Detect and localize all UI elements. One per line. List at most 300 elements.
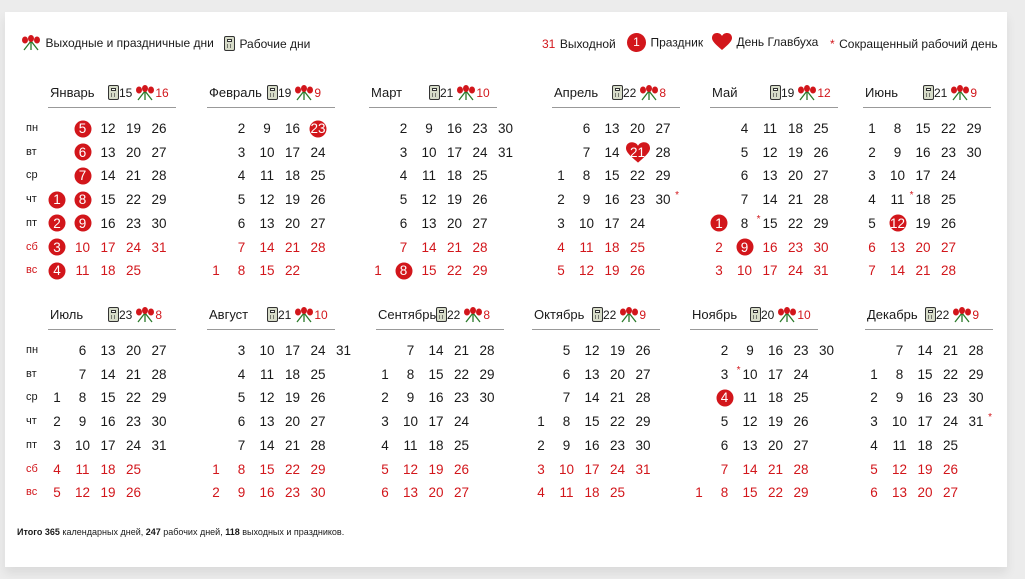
day-cell (70, 339, 96, 362)
day-cell (391, 141, 417, 164)
day-cell (554, 481, 580, 504)
day-cell (95, 481, 121, 504)
day-number: 2 (557, 192, 565, 208)
day-number: 6 (78, 343, 87, 358)
total-d: рабочих дней, (160, 527, 226, 537)
day-cell (121, 164, 147, 187)
tulip-icon (294, 85, 314, 101)
day-number: 17 (446, 144, 463, 160)
legend-workdays (224, 35, 310, 53)
day-number: 10 (742, 366, 758, 382)
day-cell (95, 141, 121, 164)
day-number: 14 (421, 239, 437, 255)
day-cell (474, 339, 500, 362)
month-rule (552, 107, 680, 108)
day-cell (305, 339, 331, 362)
day-cell (605, 458, 631, 481)
total-a: Итого 365 (17, 527, 60, 537)
legend-short (830, 35, 998, 53)
weekday-label: сб (26, 240, 38, 253)
day-cell (146, 386, 172, 409)
day-number: 30 (655, 192, 671, 208)
day-cell (630, 410, 656, 433)
day-cell (910, 236, 936, 259)
day-number: 27 (310, 414, 326, 430)
day-number: 5 (399, 192, 408, 208)
day-cell (398, 339, 424, 362)
day-cell (121, 188, 147, 211)
day-cell (712, 481, 738, 504)
day-number: 14 (259, 239, 275, 255)
day-cell (554, 339, 580, 362)
day-cell (121, 434, 147, 457)
day-number: 11 (579, 239, 594, 255)
day-cell (398, 363, 424, 386)
day-cell (808, 164, 834, 187)
day-cell (808, 188, 834, 211)
day-number: 28 (479, 343, 495, 358)
day-cell (548, 212, 574, 235)
day-number: 24 (609, 461, 626, 477)
day-number: 26 (942, 461, 959, 477)
day-number: 27 (813, 168, 829, 184)
day-number: 15 (421, 263, 437, 279)
day-number: 9 (746, 343, 754, 358)
legend-holiday (627, 33, 703, 52)
day-cell (280, 434, 306, 457)
tulip-icon (619, 307, 639, 323)
day-number: 25 (472, 168, 488, 184)
day-cell (861, 386, 887, 409)
day-cell (963, 386, 989, 409)
day-cell (44, 458, 70, 481)
day-cell (493, 141, 519, 164)
month-off-count: 9 (972, 308, 980, 322)
day-number: 4 (53, 263, 61, 279)
day-number: 12 (762, 144, 778, 160)
day-cell (757, 259, 783, 282)
day-number: 29 (655, 168, 671, 184)
day-number: 17 (100, 239, 116, 255)
day-number: 26 (453, 461, 470, 477)
day-number: 20 (284, 215, 301, 231)
legend-short-label: Сокращенный рабочий день (839, 37, 998, 51)
legend-holiday-num: 1 (627, 33, 646, 52)
day-number: 15 (762, 215, 778, 231)
day-number: 28 (968, 343, 984, 358)
day-number: 9 (740, 239, 749, 255)
calculator-icon (429, 85, 440, 100)
day-number: 13 (100, 144, 116, 160)
day-number: 19 (428, 461, 444, 477)
day-cell (305, 363, 331, 386)
day-cell (280, 236, 306, 259)
day-number: 2 (720, 343, 729, 358)
total-f: выходных и праздников. (239, 527, 345, 537)
month-off-count: 8 (659, 86, 667, 100)
day-cell (859, 188, 885, 211)
day-number: 28 (655, 144, 671, 160)
day-cell (442, 236, 468, 259)
month-work-count: 22 (447, 308, 461, 322)
day-number: 27 (793, 437, 809, 453)
day-cell (859, 212, 885, 235)
day-cell (423, 410, 449, 433)
month-rule (863, 107, 991, 108)
day-cell (229, 434, 255, 457)
day-cell (442, 212, 468, 235)
day-number: 29 (966, 121, 982, 136)
day-number: 3 (537, 461, 545, 477)
day-cell (885, 117, 911, 140)
day-cell (936, 212, 962, 235)
day-cell (885, 212, 911, 235)
legend-workdays-label: Рабочие дни (239, 37, 311, 51)
day-cell (95, 434, 121, 457)
day-number: 25 (942, 437, 959, 453)
day-cell (599, 164, 625, 187)
day-number: 13 (100, 343, 116, 358)
day-number: 9 (582, 192, 591, 208)
day-cell (229, 386, 255, 409)
day-cell (254, 117, 280, 140)
day-number: 15 (259, 461, 275, 477)
day-cell (449, 434, 475, 457)
day-cell (961, 141, 987, 164)
day-number: 22 (446, 263, 463, 279)
month-off-count: 10 (476, 86, 490, 100)
day-cell (280, 117, 306, 140)
day-cell (423, 458, 449, 481)
day-cell (70, 458, 96, 481)
day-cell (783, 141, 809, 164)
day-number: 3 (53, 437, 61, 453)
day-number: 29 (813, 215, 829, 231)
day-number: 24 (942, 414, 959, 430)
day-cell (305, 386, 331, 409)
day-cell (712, 386, 738, 409)
day-cell (44, 212, 70, 235)
day-cell (280, 481, 306, 504)
day-cell (467, 117, 493, 140)
day-cell (605, 481, 631, 504)
day-number: 5 (237, 390, 246, 406)
day-number: 24 (629, 215, 646, 231)
day-cell (887, 481, 913, 504)
day-cell (70, 164, 96, 187)
day-cell (737, 458, 763, 481)
day-cell (808, 117, 834, 140)
calculator-icon (436, 307, 447, 322)
day-number: 23 (125, 215, 142, 231)
day-cell (229, 458, 255, 481)
day-number: 26 (793, 414, 809, 430)
day-cell (605, 363, 631, 386)
day-cell (146, 363, 172, 386)
day-cell (548, 188, 574, 211)
day-number: 17 (762, 263, 778, 279)
day-cell (44, 236, 70, 259)
day-cell (280, 363, 306, 386)
total-summary (17, 527, 344, 537)
weekday-label: ср (26, 169, 38, 182)
calculator-icon (612, 85, 623, 100)
day-number: 2 (399, 121, 408, 136)
day-number: 7 (237, 437, 246, 453)
day-number: 20 (446, 215, 463, 231)
day-cell (554, 386, 580, 409)
day-number: 16 (100, 215, 116, 231)
day-number: 3 (399, 144, 408, 160)
day-cell (910, 259, 936, 282)
day-number: 3 (381, 414, 389, 430)
day-number: 16 (917, 390, 933, 406)
day-number: 16 (446, 121, 463, 136)
day-cell (70, 141, 96, 164)
day-number: 26 (151, 121, 167, 136)
day-cell (763, 481, 789, 504)
day-number: 18 (284, 168, 301, 184)
day-cell (44, 434, 70, 457)
day-number: 5 (740, 144, 749, 160)
day-number: 18 (584, 485, 600, 501)
tulip-icon (777, 307, 797, 323)
day-cell (203, 458, 229, 481)
day-number: 3 (715, 263, 723, 279)
day-cell (254, 141, 280, 164)
day-cell (605, 410, 631, 433)
day-cell (887, 434, 913, 457)
day-cell (625, 259, 651, 282)
month-rule (690, 329, 818, 330)
day-cell (95, 363, 121, 386)
day-cell (121, 259, 147, 282)
day-number: 26 (629, 263, 646, 279)
legend-dayoff-label: Выходной (559, 37, 616, 51)
day-number: 24 (453, 414, 470, 430)
day-cell (423, 434, 449, 457)
day-number: 14 (100, 366, 116, 382)
day-cell (712, 434, 738, 457)
day-number: 30 (635, 437, 651, 453)
day-cell (398, 410, 424, 433)
day-number: 2 (868, 144, 876, 160)
day-cell (121, 236, 147, 259)
day-number: 2 (870, 390, 878, 406)
day-cell (391, 164, 417, 187)
day-number: 22 (125, 390, 142, 406)
day-number: 10 (259, 144, 275, 160)
day-number: 21 (125, 366, 142, 382)
day-cell (554, 410, 580, 433)
day-cell (280, 212, 306, 235)
day-number: 7 (720, 461, 729, 477)
day-number: 23 (453, 390, 470, 406)
day-number: 20 (125, 343, 142, 358)
day-cell (912, 481, 938, 504)
day-cell (732, 141, 758, 164)
day-number: 31 (151, 239, 167, 255)
day-cell (229, 481, 255, 504)
day-number: 22 (609, 414, 626, 430)
day-cell (121, 117, 147, 140)
day-cell (70, 481, 96, 504)
day-number: 18 (100, 263, 116, 279)
day-number: 13 (584, 366, 600, 382)
day-cell (467, 141, 493, 164)
day-cell (712, 339, 738, 362)
day-cell (416, 212, 442, 235)
calculator-icon (267, 307, 278, 322)
day-number: 12 (259, 390, 275, 406)
tulip-icon (639, 85, 659, 101)
day-number: 17 (428, 414, 444, 430)
day-cell (305, 212, 331, 235)
tulip-icon (21, 35, 41, 51)
day-number: 11 (259, 366, 274, 382)
day-cell (548, 236, 574, 259)
day-number: 14 (917, 343, 933, 358)
day-number: 19 (609, 343, 626, 358)
total-b: календарных дней, (59, 527, 146, 537)
day-number: 22 (284, 263, 301, 279)
day-number: 21 (446, 239, 463, 255)
legend-short-star: * (830, 37, 835, 51)
day-cell (859, 236, 885, 259)
day-number: 11 (75, 263, 90, 279)
day-number: 5 (562, 343, 571, 358)
day-number: 5 (237, 192, 246, 208)
day-cell (423, 481, 449, 504)
day-number: 11 (742, 390, 757, 406)
day-number: 18 (915, 192, 931, 208)
day-number: 24 (125, 239, 142, 255)
day-cell (737, 410, 763, 433)
day-number: 6 (237, 215, 246, 231)
day-number: 5 (53, 485, 61, 501)
tulip-icon (456, 85, 476, 101)
month-name: Апрель (554, 85, 599, 100)
day-cell (305, 164, 331, 187)
day-number: 17 (284, 144, 301, 160)
day-number: 10 (891, 414, 908, 430)
day-number: 14 (100, 168, 116, 184)
day-number: 10 (74, 239, 91, 255)
day-cell (574, 141, 600, 164)
day-number: 20 (787, 168, 804, 184)
month-off-count: 12 (817, 86, 831, 100)
day-number: 31 (968, 414, 984, 430)
day-number: 17 (917, 414, 933, 430)
day-number: 10 (558, 461, 575, 477)
day-cell (416, 141, 442, 164)
day-cell (372, 410, 398, 433)
day-cell (398, 386, 424, 409)
weekday-label: пн (26, 344, 39, 356)
calculator-icon (108, 307, 119, 322)
month-name: Октябрь (534, 307, 585, 322)
day-number: 13 (889, 239, 906, 255)
day-cell (961, 117, 987, 140)
day-cell (630, 386, 656, 409)
month-header-8 (378, 306, 490, 324)
day-number: 27 (151, 144, 167, 160)
day-cell (599, 236, 625, 259)
day-number: 15 (915, 121, 931, 136)
day-cell (528, 434, 554, 457)
month-work-count: 21 (934, 86, 948, 100)
day-number: 22 (940, 121, 957, 136)
month-name: Январь (50, 85, 95, 100)
day-cell (146, 164, 172, 187)
day-number: 19 (787, 144, 804, 160)
day-cell (398, 458, 424, 481)
month-name: Июль (50, 307, 84, 322)
day-number: 21 (609, 390, 626, 406)
day-cell (783, 188, 809, 211)
day-number: 8 (893, 121, 902, 136)
day-cell (449, 481, 475, 504)
day-cell (95, 386, 121, 409)
month-name: Декабрь (867, 307, 918, 322)
day-cell (579, 339, 605, 362)
day-number: 21 (453, 343, 470, 358)
day-number: 20 (917, 485, 933, 501)
day-cell (912, 363, 938, 386)
day-number: 25 (940, 192, 957, 208)
day-cell (254, 481, 280, 504)
day-number: 9 (895, 390, 904, 406)
day-number: 3 (870, 414, 878, 430)
day-number: 4 (868, 192, 876, 208)
day-number: 1 (715, 215, 723, 231)
day-cell (391, 188, 417, 211)
month-rule (48, 329, 176, 330)
day-number: 19 (915, 215, 931, 231)
day-cell (146, 236, 172, 259)
day-cell (808, 141, 834, 164)
day-number: 16 (762, 239, 778, 255)
day-number: 10 (578, 215, 595, 231)
day-cell (203, 259, 229, 282)
day-number: 25 (310, 366, 326, 382)
day-number: 15 (100, 192, 116, 208)
day-number: 1 (557, 168, 565, 184)
day-cell (936, 236, 962, 259)
month-header-0 (50, 84, 169, 102)
day-number: 4 (399, 168, 408, 184)
day-cell (280, 188, 306, 211)
day-number: 8 (78, 390, 87, 406)
day-number: 26 (813, 144, 829, 160)
month-rule (376, 329, 504, 330)
day-number: 22 (125, 192, 142, 208)
day-number: 1 (212, 263, 220, 279)
month-work-count: 20 (761, 308, 775, 322)
day-cell (467, 188, 493, 211)
day-number: 25 (310, 168, 326, 184)
day-number: 6 (582, 121, 591, 136)
day-number: 4 (237, 366, 246, 382)
day-number: 4 (53, 461, 61, 477)
day-number: 17 (100, 437, 116, 453)
day-cell (280, 410, 306, 433)
month-name: Август (209, 307, 249, 322)
day-number: 24 (125, 437, 142, 453)
day-cell (280, 386, 306, 409)
day-number: 12 (584, 343, 600, 358)
month-header-9 (534, 306, 646, 324)
